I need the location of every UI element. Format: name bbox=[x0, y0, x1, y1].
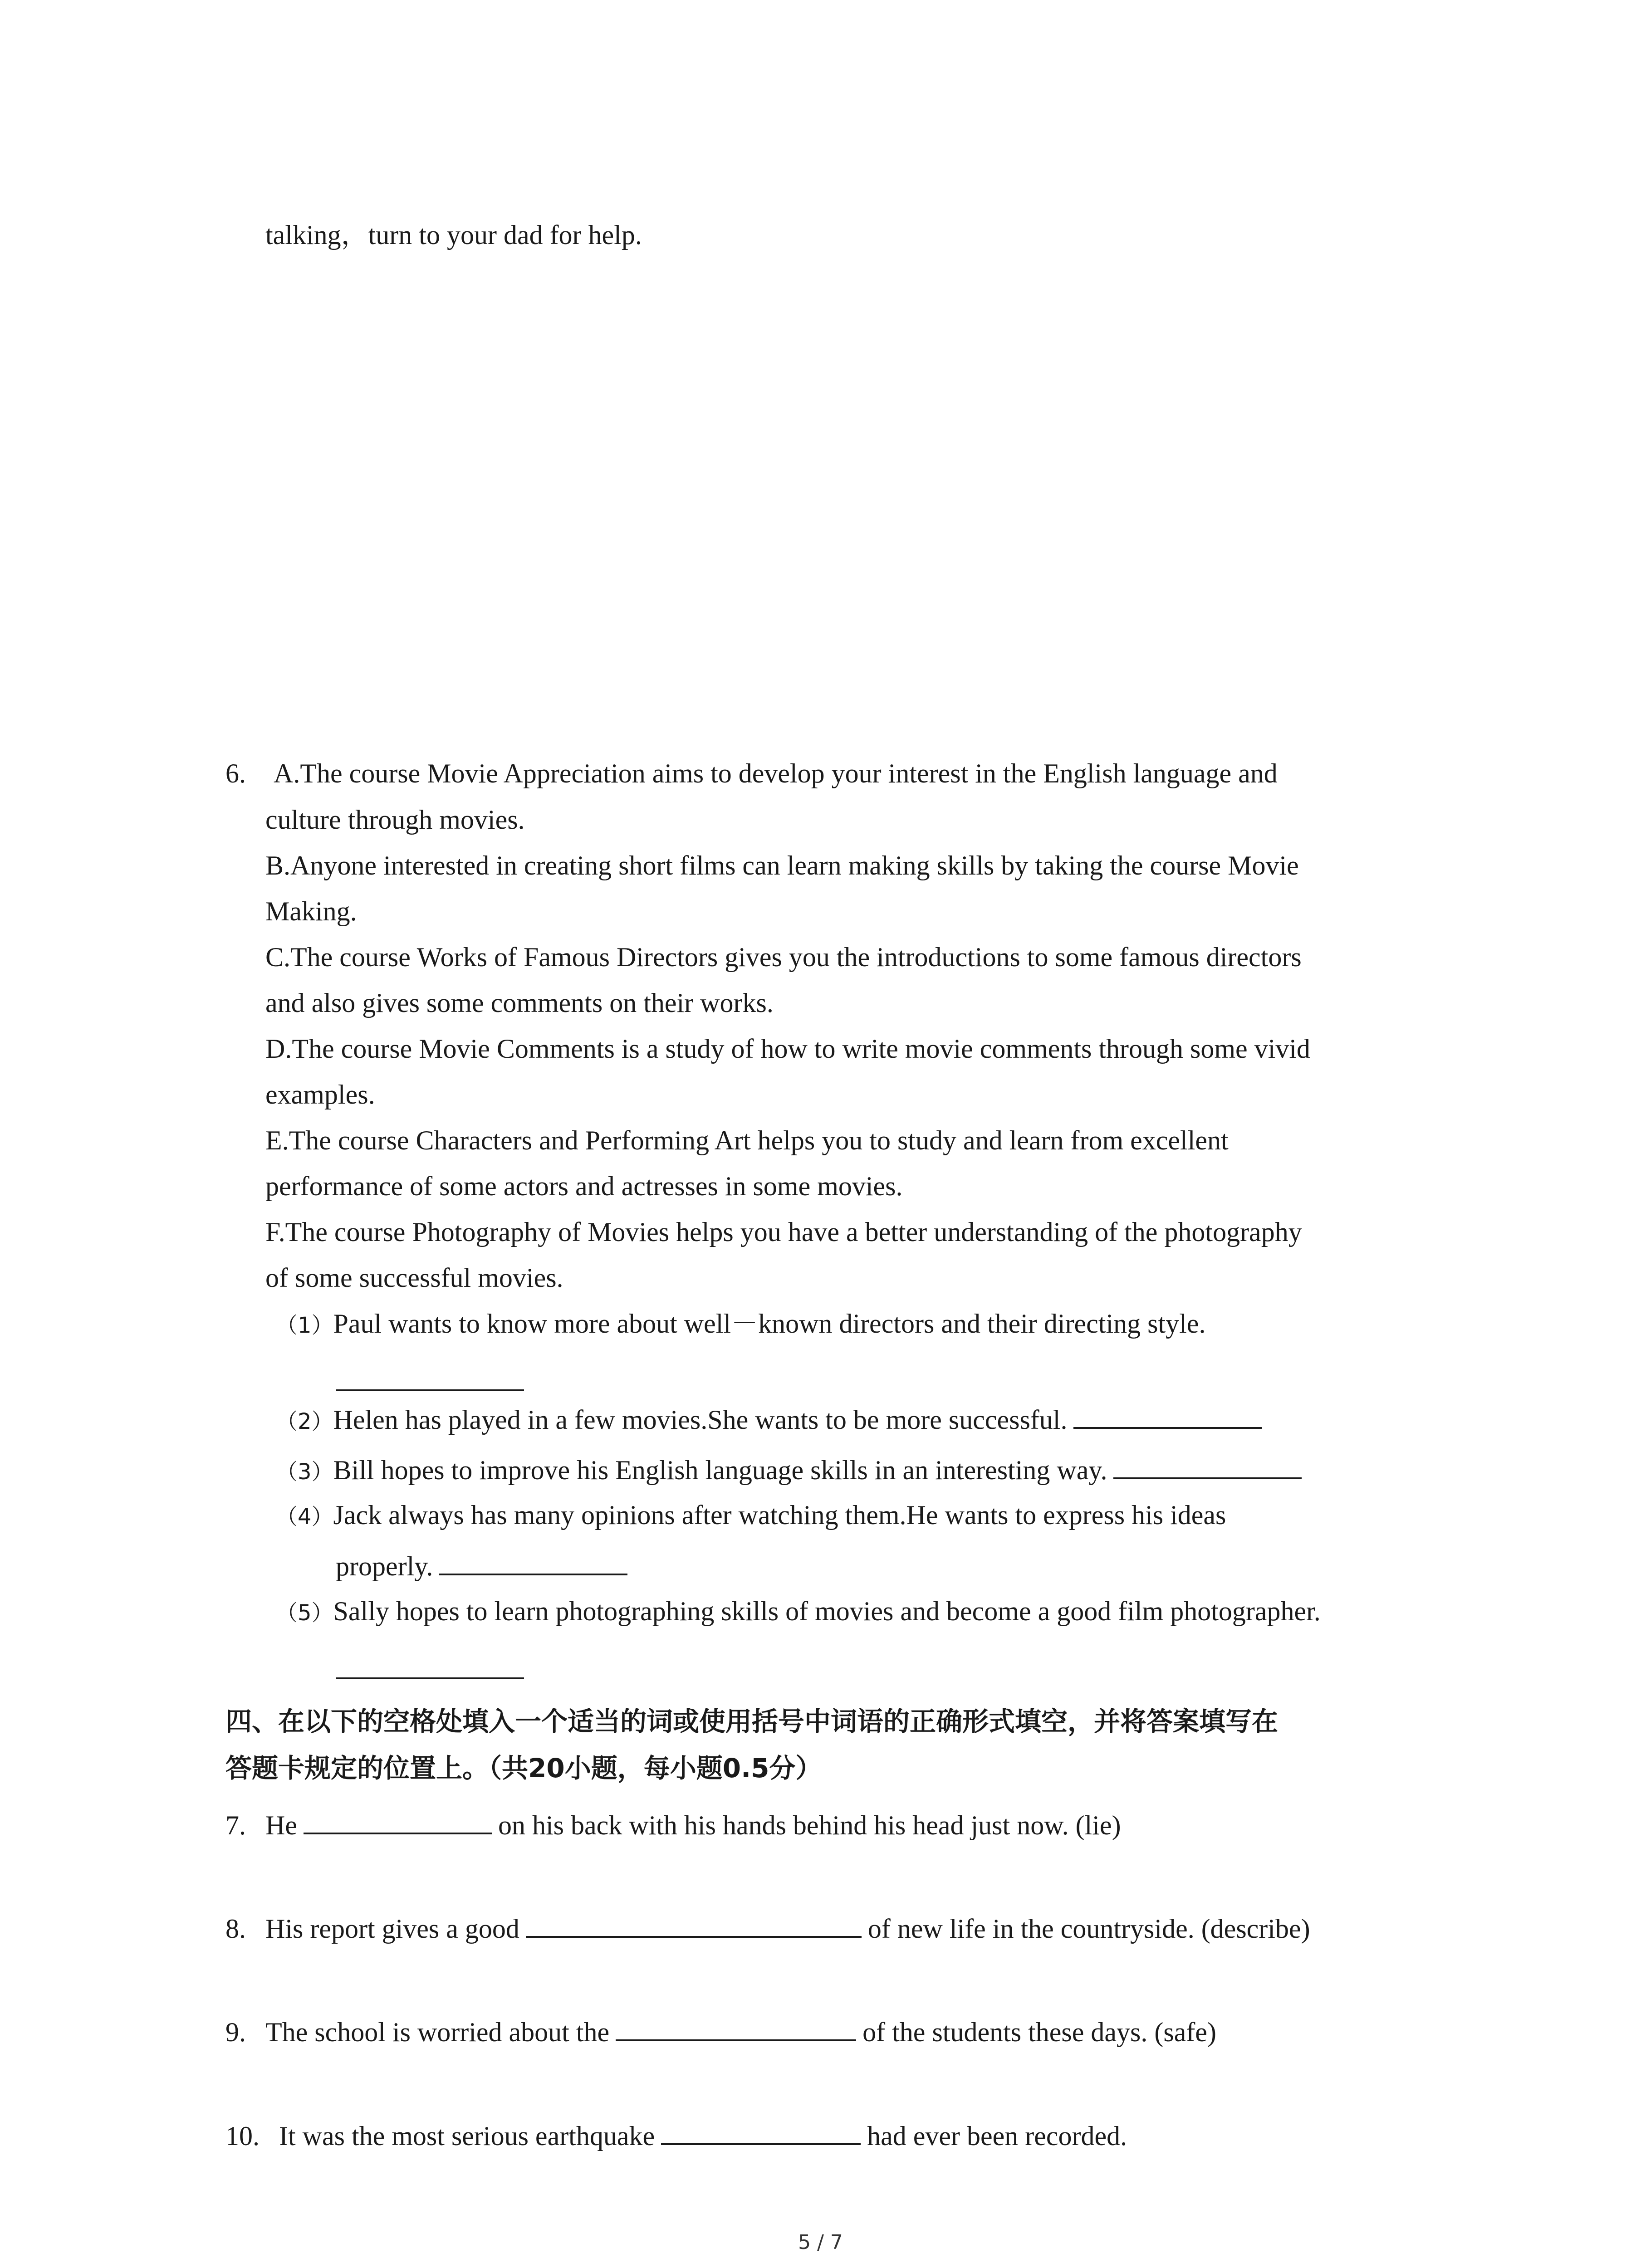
q6-option-d-line1: D.The course Movie Comments is a study of how to write movie comments through some vivid bbox=[265, 1034, 1311, 1064]
q6-sub1-answer-blank[interactable] bbox=[336, 1363, 524, 1391]
q6-sub4-text: Jack always has many opinions after watching them.He wants to express his ideas bbox=[333, 1500, 1226, 1530]
q6-number: 6. bbox=[225, 758, 246, 788]
q7-number: 7. bbox=[225, 1810, 246, 1840]
q6-option-e-line2: performance of some actors and actresses in some movies. bbox=[265, 1171, 903, 1201]
q7 bbox=[225, 1806, 1121, 1843]
q10-after: had ever been recorded. bbox=[867, 2121, 1127, 2151]
q6-sub3-answer-blank[interactable] bbox=[1113, 1451, 1302, 1479]
q7-before: He bbox=[265, 1810, 297, 1840]
q8-after: of new life in the countryside. (describe) bbox=[867, 1914, 1310, 1944]
q6-sub1-answer-row bbox=[336, 1363, 524, 1400]
q6-sub2-label: （2） bbox=[276, 1409, 333, 1434]
section4-heading-line2: 答题卡规定的位置上。（共20小题，每小题0.5分） bbox=[225, 1753, 822, 1784]
q6-option-e-line1: E.The course Characters and Performing Art helps you to study and learn from excellent bbox=[265, 1125, 1229, 1155]
q8-number: 8. bbox=[225, 1914, 246, 1944]
q6-sub4-label: （4） bbox=[276, 1504, 333, 1530]
q6-option-a-line2: culture through movies. bbox=[265, 805, 525, 835]
q9-answer-blank[interactable] bbox=[616, 2013, 856, 2041]
q6-sub4-answer-blank[interactable] bbox=[439, 1547, 627, 1575]
q6-sub5-answer-row bbox=[336, 1651, 524, 1688]
q10-before: It was the most serious earthquake bbox=[279, 2121, 655, 2151]
q6-option-d-line2: examples. bbox=[265, 1080, 375, 1110]
q6-option-c-line2: and also gives some comments on their works. bbox=[265, 988, 774, 1018]
q6-sub3-text: Bill hopes to improve his English language skills in an interesting way. bbox=[333, 1455, 1107, 1485]
q6-sub4-line2 bbox=[336, 1547, 634, 1584]
q10-number: 10. bbox=[225, 2121, 260, 2151]
q6-option-c-line1: C.The course Works of Famous Directors gives you the introductions to some famous directors bbox=[265, 942, 1302, 972]
q9-before: The school is worried about the bbox=[265, 2017, 610, 2047]
q6-sub5 bbox=[276, 1593, 1321, 1631]
q9-after: of the students these days. (safe) bbox=[862, 2017, 1216, 2047]
q10-answer-blank[interactable] bbox=[661, 2117, 861, 2145]
q7-answer-blank[interactable] bbox=[304, 1806, 492, 1834]
q6-sub2-text: Helen has played in a few movies.She wants to be more successful. bbox=[333, 1405, 1068, 1435]
q9-number: 9. bbox=[225, 2017, 246, 2047]
q6-option-b-line1: B.Anyone interested in creating short films can learn making skills by taking the course Movie bbox=[265, 850, 1299, 880]
q6-sub2 bbox=[276, 1401, 1268, 1440]
q6-option-f-line2: of some successful movies. bbox=[265, 1263, 563, 1293]
q6-sub1 bbox=[276, 1305, 1205, 1344]
q6-sub2-answer-blank[interactable] bbox=[1073, 1401, 1262, 1429]
q8 bbox=[225, 1910, 1310, 1947]
q10 bbox=[225, 2117, 1127, 2154]
section4-heading-line1: 四、在以下的空格处填入一个适当的词或使用括号中词语的正确形式填空，并将答案填写在 bbox=[225, 1706, 1279, 1737]
q6-sub1-label: （1） bbox=[276, 1313, 333, 1338]
q6-sub4 bbox=[276, 1497, 1226, 1535]
q9 bbox=[225, 2013, 1216, 2050]
q6-option-b-line2: Making. bbox=[265, 896, 357, 926]
q8-before: His report gives a good bbox=[265, 1914, 519, 1944]
q6-option-a-line1: A.The course Movie Appreciation aims to develop your interest in the English language and bbox=[274, 758, 1278, 788]
q6-sub5-label: （5） bbox=[276, 1600, 333, 1626]
q6-sub4-text2: properly. bbox=[336, 1551, 433, 1581]
q6-sub1-text: Paul wants to know more about well－known directors and their directing style. bbox=[333, 1309, 1206, 1339]
carry-over-text: talking，turn to your dad for help. bbox=[265, 220, 642, 250]
q6-sub3-label: （3） bbox=[276, 1459, 333, 1485]
q6-option-f-line1: F.The course Photography of Movies helps you have a better understanding of the photography bbox=[265, 1217, 1302, 1247]
q6-sub5-text: Sally hopes to learn photographing skills of movies and become a good film photographer. bbox=[333, 1596, 1321, 1626]
q6-sub5-answer-blank[interactable] bbox=[336, 1651, 524, 1679]
page-number: 5 / 7 bbox=[798, 2231, 843, 2254]
q7-after: on his back with his hands behind his head just now. (lie) bbox=[498, 1810, 1121, 1840]
q6-sub3 bbox=[276, 1451, 1308, 1490]
q8-answer-blank[interactable] bbox=[526, 1910, 862, 1938]
